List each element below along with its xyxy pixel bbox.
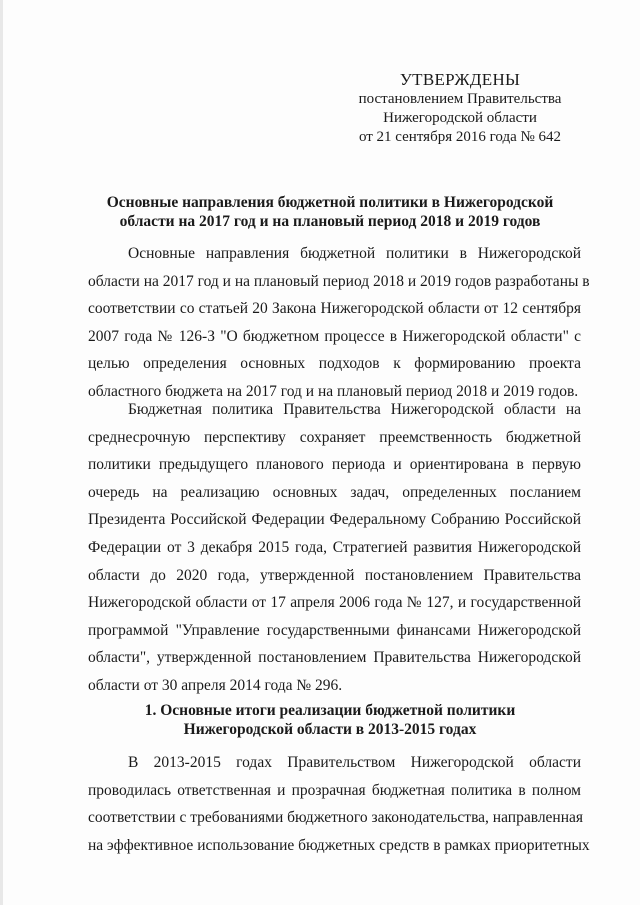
paragraph-line: на эффективное использование бюджетных средств в рамках приоритетных bbox=[88, 836, 590, 854]
document-title-line: Основные направления бюджетной политики в Нижегородской bbox=[106, 194, 554, 211]
paragraph-line: Нижегородской области от 17 апреля 2006 года № 127, и государственной bbox=[88, 594, 581, 612]
page-edge bbox=[0, 0, 3, 905]
section-heading-line: Нижегородской области в 2013-2015 годах bbox=[183, 721, 477, 738]
paragraph-line: соответствии со статьей 20 Закона Нижегородской области от 12 сентября bbox=[88, 300, 581, 318]
paragraph-results bbox=[88, 749, 590, 859]
approval-line: постановлением Правительства bbox=[358, 91, 562, 107]
paragraph-intro bbox=[88, 240, 590, 406]
document-title-line: области на 2017 год и на плановый период 2018 и 2019 годов bbox=[119, 213, 541, 230]
approval-line: от 21 сентября 2016 года № 642 bbox=[358, 129, 562, 145]
paragraph-policy bbox=[88, 396, 581, 700]
paragraph-line: 2007 года № 126-З "О бюджетном процессе в Нижегородской области" с bbox=[88, 327, 581, 345]
paragraph-line: программой "Управление государственными финансами Нижегородской bbox=[88, 621, 581, 639]
paragraph-line: Основные направления бюджетной политики в Нижегородской bbox=[128, 245, 581, 262]
paragraph-line: области от 30 апреля 2014 года № 296. bbox=[88, 676, 343, 694]
section-heading-line: 1. Основные итоги реализации бюджетной политики bbox=[144, 702, 516, 719]
paragraph-line: области", утвержденной постановлением Правительства Нижегородской bbox=[88, 649, 581, 667]
paragraph-line: области до 2020 года, утвержденной постановлением Правительства bbox=[88, 566, 581, 584]
document-title bbox=[80, 193, 580, 231]
paragraph-line: области на 2017 год и на плановый период 2018 и 2019 годов разработаны в bbox=[88, 272, 590, 290]
section-heading bbox=[80, 701, 580, 739]
paragraph-line: Бюджетная политика Правительства Нижегородской области на bbox=[128, 401, 581, 418]
paragraph-line: среднесрочную перспективу сохраняет преемственность бюджетной bbox=[88, 428, 581, 446]
paragraph-line: проводилась ответственная и прозрачная бюджетная политика в полном bbox=[88, 781, 581, 799]
paragraph-line: Президента Российской Федерации Федеральному Собранию Российской bbox=[88, 511, 581, 529]
approval-line: Нижегородской области bbox=[383, 110, 537, 126]
paragraph-line: очередь на реализацию основных задач, определенных посланием bbox=[88, 483, 581, 501]
approval-title: УТВЕРЖДЕНЫ bbox=[399, 70, 521, 89]
approval-stamp bbox=[340, 70, 580, 147]
paragraph-line: Федерации от 3 декабря 2015 года, Стратегией развития Нижегородской bbox=[88, 538, 581, 556]
paragraph-line: областного бюджета на 2017 год и на плановый период 2018 и 2019 годов. bbox=[88, 382, 579, 400]
paragraph-line: В 2013-2015 годах Правительством Нижегородской области bbox=[128, 754, 581, 771]
paragraph-line: целью определения основных подходов к формированию проекта bbox=[88, 355, 581, 373]
paragraph-line: соответствии с требованиями бюджетного законодательства, направленная bbox=[88, 809, 584, 827]
paragraph-line: политики предыдущего планового периода и ориентирована в первую bbox=[88, 456, 581, 474]
